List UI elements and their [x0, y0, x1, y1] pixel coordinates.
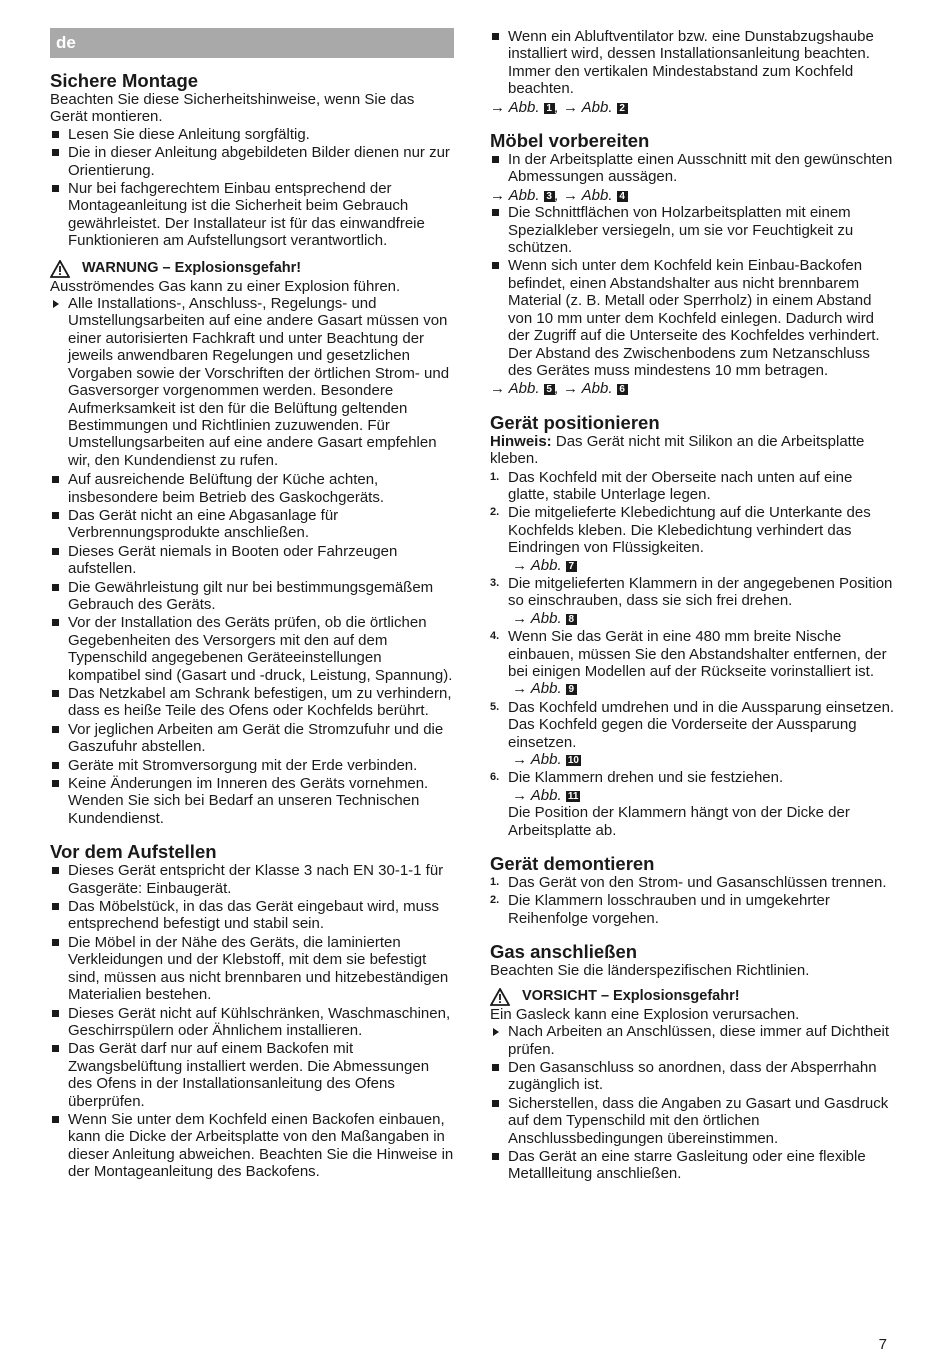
section-title: Gerät demontieren [490, 853, 655, 875]
section-title: Möbel vorbereiten [490, 130, 650, 152]
list-item: Wenn sich unter dem Kochfeld kein Einbau-Backofen befindet, einen Abstandshalter aus nicht brennbarem Material (z. B. Metall oder Sperrholz) in einem Abstand von 10 mm unter dem Kochfeld einlegen. Dadurch wird der Zugriff auf die Unterseite des Kochfeldes verhindert. Der Abstand des Zwischenbodens zum Netzanschluss des Gerätes muss mindestens 10 mm betragen. [490, 257, 895, 379]
step-item: 6. Die Klammern drehen und sie festziehen. → Abb. 11 Die Position der Klammern hängt von der Dicke der Arbeitsplatte ab. [490, 769, 895, 839]
figure-number-badge: 2 [617, 103, 628, 114]
step-item: 5. Das Kochfeld umdrehen und in die Aussparung einsetzen. Das Kochfeld gegen die Vorderseite der Aussparung einsetzen. → Abb. 10 [490, 698, 895, 769]
step-item: 2. Die mitgelieferte Klebedichtung auf die Unterkante des Kochfelds kleben. Die Klebedichtung verhindert das Eindringen von Flüssigkeiten. → Abb. 7 [490, 504, 895, 574]
figure-reference: → Abb. 1 , → Abb. 2 [490, 99, 895, 116]
figure-reference: → Abb. 9 [508, 680, 895, 697]
step-note: Die Position der Klammern hängt von der Dicke der Arbeitsplatte ab. [508, 804, 850, 839]
figure-number-badge: 7 [566, 561, 577, 572]
list-item: Das Gerät nicht an eine Abgasanlage für Verbrennungsprodukte anschließen. [50, 507, 454, 542]
list-item: Das Möbelstück, in das das Gerät eingebaut wird, muss entsprechend befestigt und stabil sein. [50, 898, 454, 933]
caution-title: VORSICHT – Explosionsgefahr! [522, 988, 740, 1005]
list-item: Dieses Gerät nicht auf Kühlschränken, Waschmaschinen, Geschirrspülern oder Ähnlichem installieren. [50, 1005, 454, 1040]
section-gas-anschliessen [490, 941, 895, 1182]
warning-title: WARNUNG – Explosionsgefahr! [82, 260, 302, 277]
figure-reference: → Abb. 8 [508, 610, 895, 627]
list-item: Den Gasanschluss so anordnen, dass der Absperrhahn zugänglich ist. [490, 1059, 895, 1094]
numbered-list [490, 874, 895, 927]
list-item: Die Gewährleistung gilt nur bei bestimmungsgemäßem Gebrauch des Geräts. [50, 579, 454, 614]
step-item: 4. Wenn Sie das Gerät in eine 480 mm breite Nische einbauen, müssen Sie den Abstandshalter entfernen, der bei einigen Modellen auf der Rückseite vorinstalliert ist. → Abb. 9 [490, 628, 895, 698]
hint-text: Das Gerät nicht mit Silikon an die Arbeitsplatte kleben. [490, 432, 865, 468]
list-item: Wenn Sie unter dem Kochfeld einen Backofen einbauen, kann die Dicke der Arbeitsplatte von den Maßangaben in dieser Anleitung abweichen. Beachten Sie die Hinweise in der Montageanleitung des Backofens. [50, 1111, 454, 1181]
figure-number-badge: 5 [544, 384, 555, 395]
list-item: Die Schnittflächen von Holzarbeitsplatten mit einem Spezialkleber versiegeln, um sie vor Feuchtigkeit zu schützen. [490, 204, 895, 256]
list-item: Keine Änderungen im Inneren des Geräts vornehmen. Wenden Sie sich bei Bedarf an unseren Technischen Kundendienst. [50, 775, 454, 827]
list-item: Vor jeglichen Arbeiten am Gerät die Stromzufuhr und die Gaszufuhr abstellen. [50, 721, 454, 756]
section-title: Gas anschließen [490, 941, 638, 963]
caution-text: Ein Gasleck kann eine Explosion verursachen. [490, 1005, 800, 1023]
figure-number-badge: 6 [617, 384, 628, 395]
page-number: 7 [878, 1336, 887, 1353]
list-item: In der Arbeitsplatte einen Ausschnitt mit den gewünschten Abmessungen aussägen. [490, 151, 895, 186]
list-item: Dieses Gerät niemals in Booten oder Fahrzeugen aufstellen. [50, 543, 454, 578]
figure-number-badge: 11 [567, 790, 579, 802]
section-geraet-positionieren [490, 412, 895, 839]
figure-number-badge: 3 [544, 191, 555, 202]
list-item: Geräte mit Stromversorgung mit der Erde verbinden. [50, 757, 454, 774]
bullet-list [490, 204, 895, 379]
section-sichere-montage [50, 70, 454, 827]
figure-number-badge: 4 [617, 191, 628, 202]
step-item: 1. Das Kochfeld mit der Oberseite nach unten auf eine glatte, stabile Unterlage legen. [490, 468, 853, 503]
step-item: 3. Die mitgelieferten Klammern in der angegebenen Position so einschrauben, dass sie sich frei drehen. → Abb. 8 [490, 575, 895, 627]
warning-triangle-icon [50, 260, 70, 278]
figure-reference: → Abb. 10 [512, 751, 579, 769]
action-list [490, 1023, 895, 1058]
list-item: Die in dieser Anleitung abgebildeten Bilder dienen nur zur Orientierung. [50, 144, 454, 179]
figure-reference: → Abb. 3 , → Abb. 4 [490, 187, 895, 204]
section-moebel-vorbereiten [490, 130, 895, 398]
figure-reference: → Abb. 11 [512, 786, 579, 804]
list-item: Wenn ein Abluftventilator bzw. eine Dunstabzugshaube installiert wird, dessen Installationsanleitung beachten. Immer den vertikalen Mindestabstand zum Kochfeld beachten. [490, 28, 895, 98]
bullet-list [490, 151, 895, 186]
list-item: Sicherstellen, dass die Angaben zu Gasart und Gasdruck auf dem Typenschild mit den örtlichen Anschlussbedingungen übereinstimmen. [490, 1095, 895, 1147]
section-intro: Beachten Sie diese Sicherheitshinweise, wenn Sie das Gerät montieren. [50, 91, 415, 126]
figure-number-badge: 8 [566, 614, 577, 625]
bullet-list [490, 28, 895, 98]
list-item: Dieses Gerät entspricht der Klasse 3 nach EN 30-1-1 für Gasgeräte: Einbaugerät. [50, 862, 454, 897]
step-item: 1. Das Gerät von den Strom- und Gasanschlüssen trennen. [490, 874, 887, 892]
hint [490, 433, 895, 468]
figure-number-badge: 1 [544, 103, 555, 114]
action-item: Alle Installations-, Anschluss-, Regelungs- und Umstellungsarbeiten auf eine andere Gasart müssen von einer autorisierten Fachkraft und unter Beachtung der jeweils anwendbaren Regelungen und gesetzlichen Vorgaben sowie der Vorschriften der örtlichen Strom- und Gasversorger vorgenommen werden. Besondere Aufmerksamkeit ist den für die Belüftung geltenden Bestimmungen und Richtlinien zuzuwenden. Für Umstellungsarbeiten auf eine andere Gasart empfehlen wir, den Kundendienst zu rufen. [50, 295, 454, 469]
numbered-list [490, 469, 895, 840]
hint-label: Hinweis: [490, 432, 552, 450]
bullet-list [50, 126, 454, 250]
left-column [50, 28, 454, 1193]
bullet-list [50, 862, 454, 1180]
list-item: Vor der Installation des Geräts prüfen, ob die örtlichen Gegebenheiten des Versorgers mit den auf dem Typenschild angegebenen Geräteeinstellungen kompatibel sind (Gasart und -druck, Leistung, Spannung). [50, 614, 454, 684]
list-item: Lesen Sie diese Anleitung sorgfältig. [50, 126, 454, 143]
figure-number-badge: 10 [567, 755, 579, 767]
warning-text: Ausströmendes Gas kann zu einer Explosion führen. [50, 277, 401, 295]
section-vor-dem-aufstellen [50, 841, 454, 1180]
list-item: Das Netzkabel am Schrank befestigen, um zu verhindern, dass es heiße Teile des Ofens oder Kochfelds berührt. [50, 685, 454, 720]
list-item: Nur bei fachgerechtem Einbau entsprechend der Montageanleitung ist die Sicherheit beim Gebrauch gewährleistet. Der Installateur ist für das einwandfreie Funktionieren am Aufstellungsort verantwortlich. [50, 180, 454, 250]
warning-triangle-icon [490, 988, 510, 1006]
list-item: Das Gerät darf nur auf einem Backofen mit Zwangsbelüftung installiert werden. Die Abmessungen des Ofens in der Installationsanleitung des Ofens überprüfen. [50, 1040, 454, 1110]
figure-reference: → Abb. 7 [508, 557, 895, 574]
language-bar: de [50, 28, 454, 58]
step-item: 2. Die Klammern losschrauben und in umgekehrter Reihenfolge vorgehen. [490, 892, 830, 927]
section-title: Vor dem Aufstellen [50, 841, 217, 863]
bullet-list [490, 1059, 895, 1183]
caution-header [490, 988, 895, 1006]
section-title: Sichere Montage [50, 70, 199, 91]
section-geraet-demontieren [490, 853, 895, 927]
right-column [490, 28, 895, 1195]
section-abluft [490, 28, 895, 116]
action-item: Nach Arbeiten an Anschlüssen, diese immer auf Dichtheit prüfen. [490, 1023, 895, 1058]
warning-header [50, 260, 454, 278]
figure-number-badge: 9 [566, 684, 577, 695]
figure-reference: → Abb. 5 , → Abb. 6 [490, 380, 895, 397]
list-item: Das Gerät an eine starre Gasleitung oder eine flexible Metallleitung anschließen. [490, 1148, 895, 1183]
list-item: Auf ausreichende Belüftung der Küche achten, insbesondere beim Betrieb des Gaskochgeräts. [50, 471, 454, 506]
list-item: Die Möbel in der Nähe des Geräts, die laminierten Verkleidungen und der Klebstoff, mit dem sie befestigt sind, müssen aus nicht brennbaren und hitzebeständigen Materialien bestehen. [50, 934, 454, 1004]
section-title: Gerät positionieren [490, 411, 660, 433]
section-intro: Beachten Sie die länderspezifischen Richtlinien. [490, 962, 810, 980]
action-list [50, 295, 454, 469]
bullet-list [50, 471, 454, 827]
